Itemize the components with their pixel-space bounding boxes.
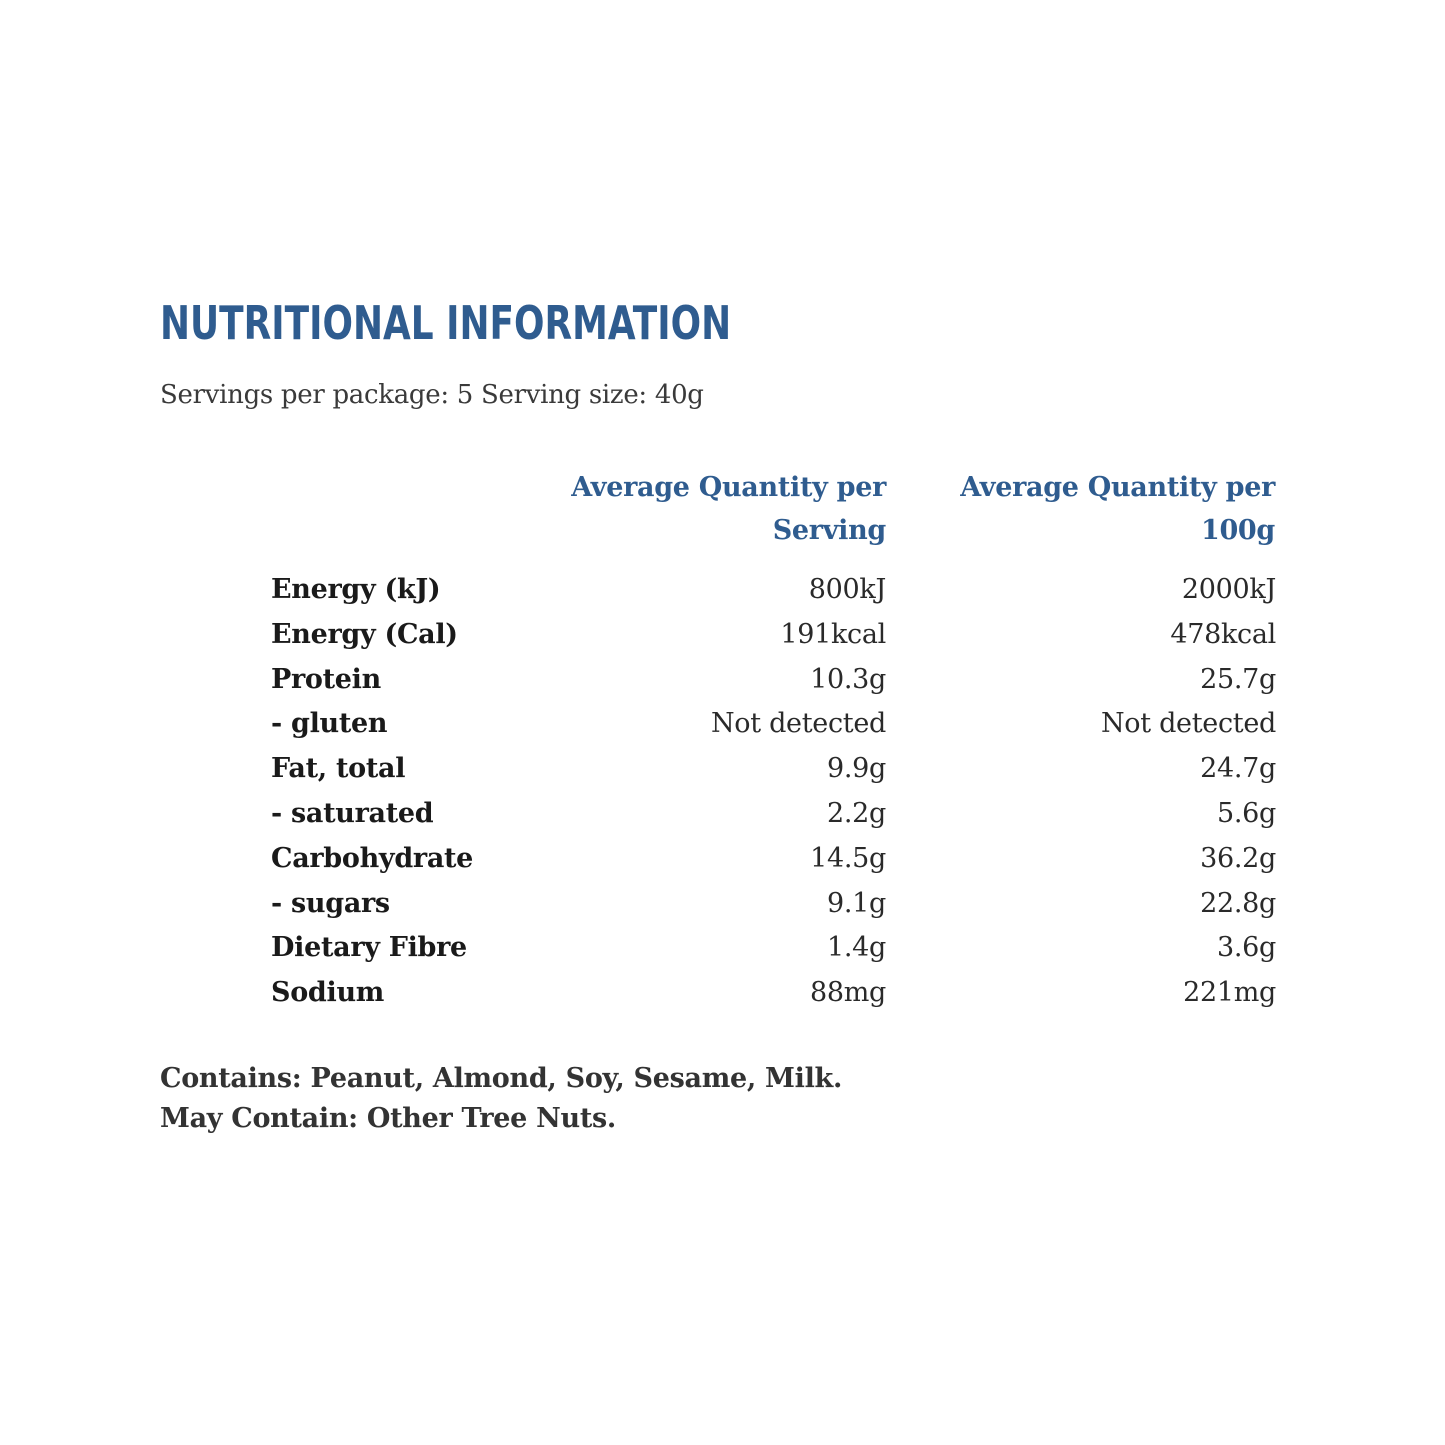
table-row (271, 747, 1276, 792)
nutrient-label: Energy (kJ) (271, 574, 441, 605)
table-row (271, 613, 1276, 658)
table-row (271, 702, 1276, 747)
per-serving-value: 2.2g (826, 797, 886, 829)
table-row (271, 882, 1276, 927)
per-serving-value: 191kcal (780, 618, 886, 650)
column-header-per-100g-line1: Average Quantity per (960, 472, 1275, 503)
per-serving-value: 88mg (809, 977, 886, 1009)
nutrient-label: - saturated (271, 797, 434, 829)
nutrient-label: Carbohydrate (271, 842, 474, 874)
per-100g-value: 3.6g (1216, 932, 1276, 964)
per-serving-value: 14.5g (810, 842, 886, 874)
column-header-per-100g-line2: 100g (1200, 515, 1275, 546)
allergen-statement (160, 1059, 842, 1139)
column-header-per-serving (526, 466, 886, 552)
nutrient-label: Energy (Cal) (271, 618, 458, 650)
per-serving-value: 9.9g (826, 753, 886, 785)
per-serving-value: 9.1g (826, 887, 886, 919)
nutrient-label: Fat, total (271, 753, 406, 785)
nutrient-label: Dietary Fibre (271, 932, 467, 964)
column-header-per-100g (915, 466, 1275, 552)
per-serving-value: 1.4g (826, 932, 886, 964)
per-100g-value: 36.2g (1200, 842, 1276, 874)
per-100g-value: 24.7g (1200, 753, 1276, 785)
column-header-per-serving-line2: Serving (772, 515, 886, 546)
per-100g-value: Not detected (1100, 708, 1276, 740)
table-row (271, 792, 1276, 837)
column-header-per-serving-line1: Average Quantity per (571, 472, 886, 503)
table-row (271, 926, 1276, 971)
contains-statement: Contains: Peanut, Almond, Soy, Sesame, Milk. (160, 1063, 843, 1094)
per-100g-value: 2000kJ (1181, 574, 1276, 605)
nutrient-label: Protein (271, 663, 381, 695)
per-serving-value: Not detected (710, 708, 886, 740)
nutrient-label: - gluten (271, 708, 388, 740)
table-row (271, 658, 1276, 703)
per-100g-value: 478kcal (1170, 618, 1276, 650)
per-serving-value: 800kJ (808, 574, 886, 605)
per-100g-value: 5.6g (1216, 797, 1276, 829)
may-contain-statement: May Contain: Other Tree Nuts. (160, 1103, 617, 1134)
per-100g-value: 221mg (1183, 977, 1276, 1009)
table-row (271, 568, 1276, 613)
nutrition-table (271, 568, 1276, 1016)
table-row (271, 971, 1276, 1016)
page-title: NUTRITIONAL INFORMATION (160, 296, 732, 350)
table-row (271, 837, 1276, 882)
serving-info: Servings per package: 5 Serving size: 40g (160, 380, 704, 410)
nutrient-label: Sodium (271, 977, 385, 1009)
nutrient-label: - sugars (271, 887, 390, 919)
per-100g-value: 25.7g (1200, 663, 1276, 695)
per-100g-value: 22.8g (1200, 887, 1276, 919)
per-serving-value: 10.3g (810, 663, 886, 695)
